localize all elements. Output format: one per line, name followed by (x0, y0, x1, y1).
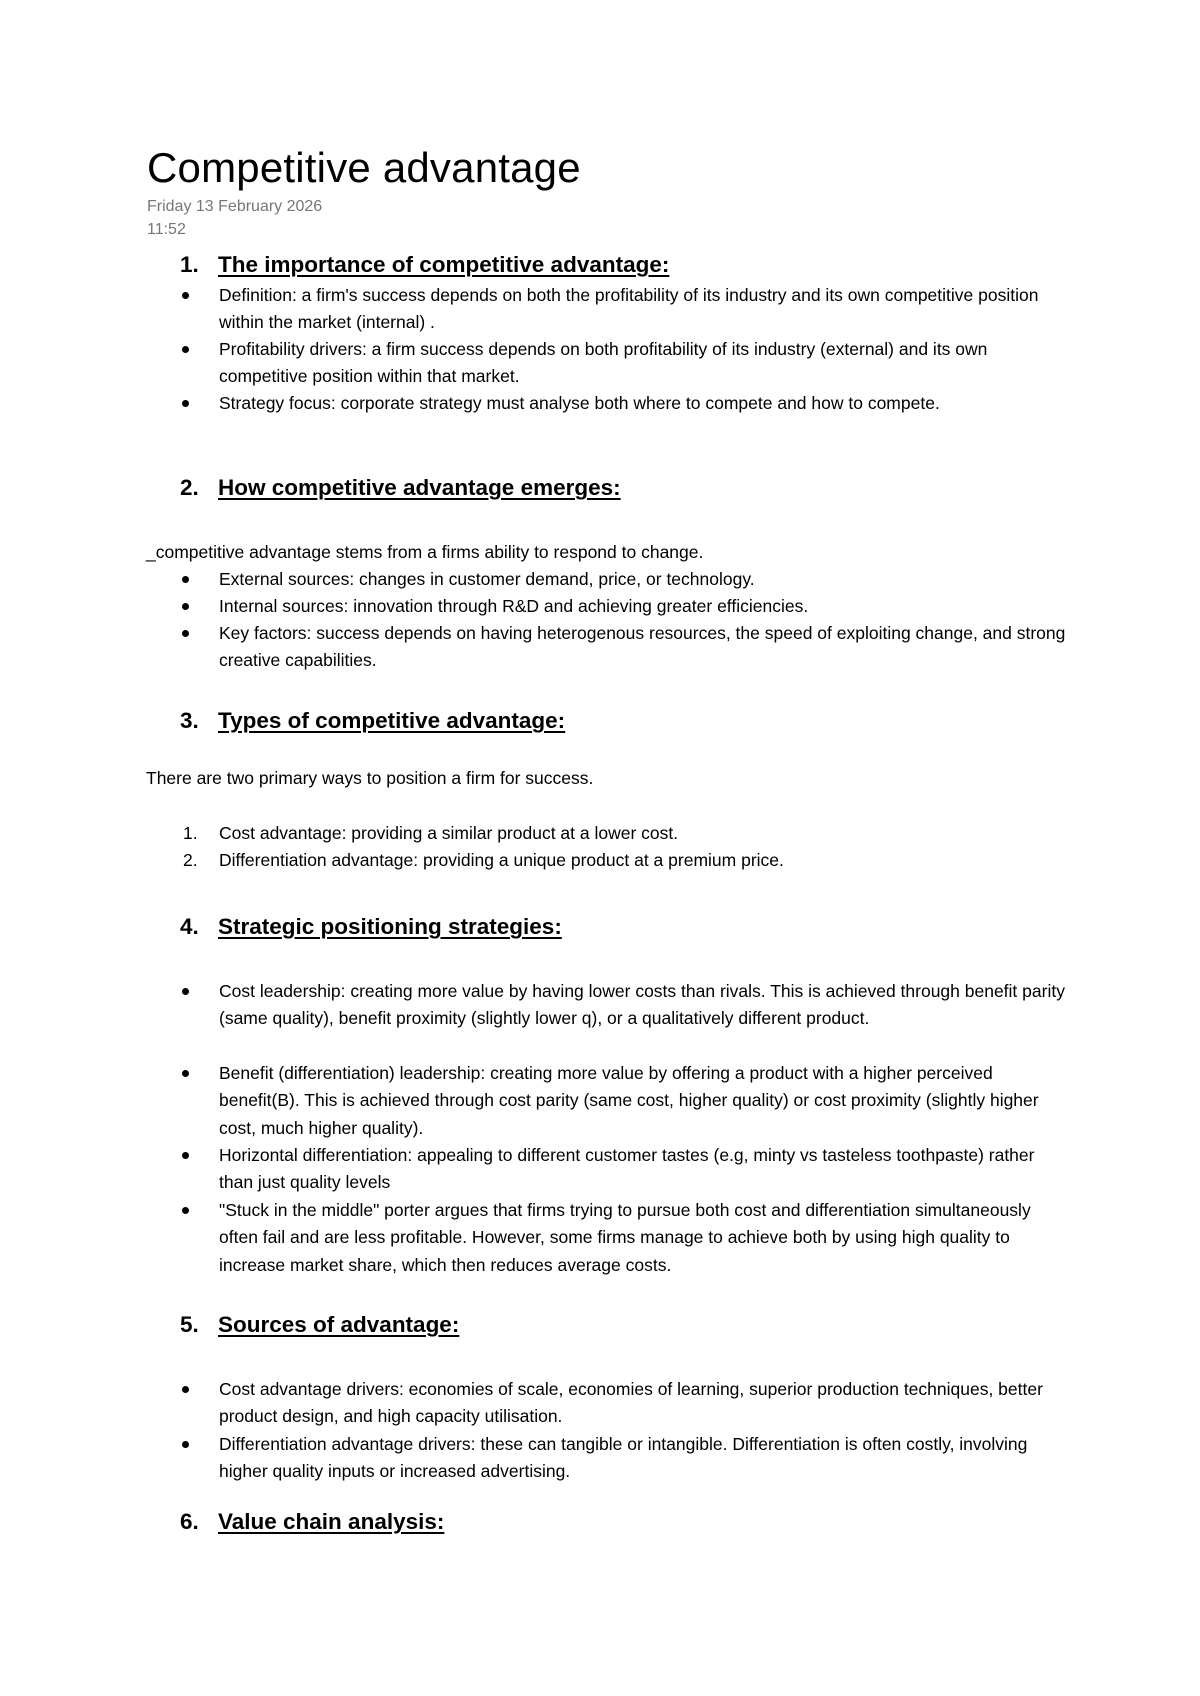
section-heading-text: How competitive advantage emerges: (218, 475, 621, 500)
list-item-text: Profitability drivers: a firm success depends on both profitability of its industry (external) and its own competitive position within that market. (219, 339, 988, 387)
list-item-text: Internal sources: innovation through R&D and achieving greater efficiencies. (219, 596, 809, 616)
page-title[interactable]: Competitive advantage (147, 144, 581, 191)
list-item-text: Differentiation advantage drivers: these can tangible or intangible. Differentiation is often costly, involving higher quality inputs or increased advertising. (219, 1434, 1028, 1482)
list-item-text: External sources: changes in customer demand, price, or technology. (219, 569, 755, 589)
section-number: 2. (180, 475, 199, 500)
bullet-icon (182, 1070, 189, 1077)
list-item-text: Definition: a firm's success depends on both the profitability of its industry and its own competitive position within the market (internal) . (219, 285, 1039, 333)
section-heading-6 (180, 1507, 444, 1537)
section-number: 3. (180, 708, 199, 733)
bullet-icon (182, 1152, 189, 1159)
list-item-number: 2. (183, 850, 198, 870)
list-item-text: "Stuck in the middle" porter argues that firms trying to pursue both cost and differentiation simultaneously often fail and are less profitable. However, some firms manage to achieve both by using high quality to increase market share, which then reduces average costs. (219, 1200, 1031, 1275)
section-heading-2 (180, 473, 621, 503)
bullet-icon (182, 400, 189, 407)
bullet-icon (182, 1207, 189, 1214)
list-item-text: Cost advantage: providing a similar product at a lower cost. (219, 823, 679, 843)
section-number: 6. (180, 1509, 199, 1534)
section-intro: There are two primary ways to position a firm for success. (146, 768, 594, 788)
bullet-icon (182, 1441, 189, 1448)
section-number: 1. (180, 252, 199, 277)
list-item-text: Cost leadership: creating more value by having lower costs than rivals. This is achieved through benefit parity (same quality), benefit proximity (slightly lower q), or a qualitatively different product. (219, 981, 1065, 1029)
list-item-text: Horizontal differentiation: appealing to different customer tastes (e.g, minty vs tasteless toothpaste) rather than just quality levels (219, 1145, 1035, 1193)
section-heading-4 (180, 912, 562, 942)
section-heading-3 (180, 706, 565, 736)
note-date: Friday 13 February 2026 (147, 198, 323, 215)
bullet-icon (182, 630, 189, 637)
bullet-icon (182, 1386, 189, 1393)
bullet-icon (182, 603, 189, 610)
section-heading-text: Sources of advantage: (218, 1312, 460, 1337)
bullet-icon (182, 346, 189, 353)
list-item-text: Benefit (differentiation) leadership: creating more value by offering a product with a higher perceived benefit(B). This is achieved through cost parity (same cost, higher quality) or cost proximity (slightly higher cost, much higher quality). (219, 1063, 1039, 1138)
section-heading-text: Strategic positioning strategies: (218, 914, 562, 939)
section-intro: _competitive advantage stems from a firms ability to respond to change. (146, 542, 704, 562)
section-number: 5. (180, 1312, 199, 1337)
section-number: 4. (180, 914, 199, 939)
list-item-text: Key factors: success depends on having heterogenous resources, the speed of exploiting change, and strong creative capabilities. (219, 623, 1066, 671)
bullet-icon (182, 576, 189, 583)
section-heading-5 (180, 1310, 459, 1340)
note-time: 11:52 (147, 221, 186, 238)
list-item-number: 1. (183, 823, 198, 843)
section-heading-text: Types of competitive advantage: (218, 708, 566, 733)
bullet-icon (182, 292, 189, 299)
section-heading-text: Value chain analysis: (218, 1509, 445, 1534)
list-item-text: Cost advantage drivers: economies of scale, economies of learning, superior production techniques, better product design, and high capacity utilisation. (219, 1379, 1043, 1427)
list-item-text: Differentiation advantage: providing a unique product at a premium price. (219, 850, 784, 870)
section-heading-text: The importance of competitive advantage: (218, 252, 670, 277)
bullet-icon (182, 988, 189, 995)
list-item-text: Strategy focus: corporate strategy must analyse both where to compete and how to compete. (219, 393, 940, 413)
section-heading-1 (180, 250, 669, 280)
